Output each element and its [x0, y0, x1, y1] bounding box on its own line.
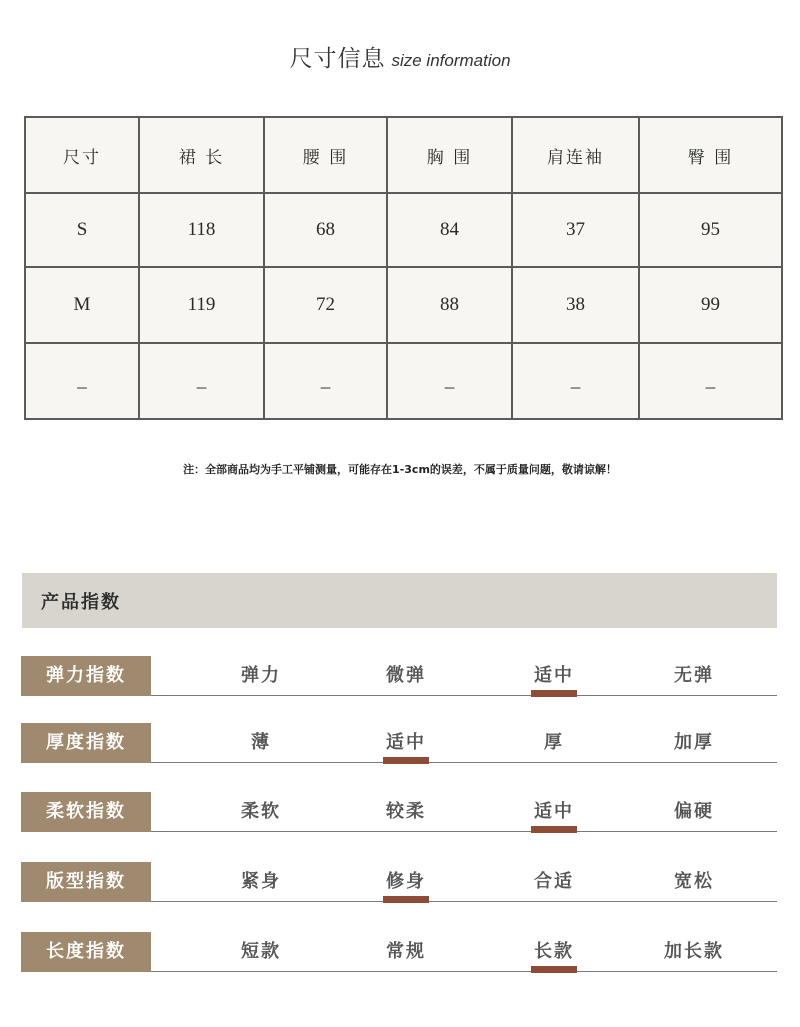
- table-cell: 118: [139, 193, 264, 267]
- index-option: [649, 723, 739, 763]
- table-cell: M: [25, 267, 139, 343]
- index-option: [509, 792, 599, 832]
- option-label: 长款: [534, 941, 574, 962]
- size-info-title: [0, 40, 800, 73]
- option-label: 短款: [241, 941, 281, 962]
- header-cell: 臀 围: [639, 117, 782, 193]
- option-label: 微弹: [386, 665, 426, 686]
- option-label: 柔软: [241, 801, 281, 822]
- index-label: 柔软指数: [21, 792, 151, 832]
- measurement-note: 注：全部商品均为手工平铺测量，可能存在1-3cm的误差，不属于质量问题，敬请谅解！: [183, 463, 617, 476]
- selected-marker: [531, 826, 577, 833]
- header-cell: 肩连袖: [512, 117, 639, 193]
- product-index-header: [22, 573, 777, 628]
- option-label: 紧身: [241, 871, 281, 892]
- table-cell: _: [264, 343, 387, 419]
- header-cell: 腰 围: [264, 117, 387, 193]
- index-option: [361, 656, 451, 696]
- option-label: 无弹: [674, 665, 714, 686]
- index-label: 长度指数: [21, 932, 151, 972]
- index-row-thickness: [21, 723, 777, 763]
- table-cell: 119: [139, 267, 264, 343]
- index-option: [216, 932, 306, 972]
- selected-marker: [531, 690, 577, 697]
- index-option: [509, 862, 599, 902]
- table-cell: 84: [387, 193, 512, 267]
- table-row: [25, 343, 782, 419]
- table-cell: S: [25, 193, 139, 267]
- index-row-elasticity: [21, 656, 777, 696]
- index-option: [361, 792, 451, 832]
- table-cell: _: [387, 343, 512, 419]
- header-cell: 裙 长: [139, 117, 264, 193]
- table-cell: 38: [512, 267, 639, 343]
- option-label: 常规: [386, 941, 426, 962]
- selected-marker: [383, 896, 429, 903]
- index-option: [509, 723, 599, 763]
- index-option: [509, 932, 599, 972]
- header-cell: 尺寸: [25, 117, 139, 193]
- table-header-row: [25, 117, 782, 193]
- option-label: 薄: [251, 732, 271, 753]
- option-label: 宽松: [674, 871, 714, 892]
- title-zh: 尺寸信息: [289, 46, 386, 72]
- table-cell: 68: [264, 193, 387, 267]
- table-cell: _: [512, 343, 639, 419]
- index-option: [361, 862, 451, 902]
- index-option: [216, 656, 306, 696]
- index-label: 版型指数: [21, 862, 151, 902]
- option-label: 较柔: [386, 801, 426, 822]
- table-row: [25, 267, 782, 343]
- index-label: 厚度指数: [21, 723, 151, 763]
- header-cell: 胸 围: [387, 117, 512, 193]
- option-label: 修身: [386, 871, 426, 892]
- index-option: [216, 723, 306, 763]
- option-label: 厚: [544, 732, 564, 753]
- option-label: 加长款: [664, 941, 724, 962]
- table-cell: 88: [387, 267, 512, 343]
- option-label: 加厚: [674, 732, 714, 753]
- option-label: 偏硬: [674, 801, 714, 822]
- size-table: [24, 116, 783, 420]
- table-cell: 95: [639, 193, 782, 267]
- index-option: [216, 862, 306, 902]
- table-cell: 37: [512, 193, 639, 267]
- index-option: [509, 656, 599, 696]
- table-cell: 99: [639, 267, 782, 343]
- option-label: 合适: [534, 871, 574, 892]
- table-cell: 72: [264, 267, 387, 343]
- index-label: 弹力指数: [21, 656, 151, 696]
- option-label: 适中: [386, 732, 426, 753]
- index-option: [361, 723, 451, 763]
- selected-marker: [383, 757, 429, 764]
- index-option: [649, 932, 739, 972]
- table-row: [25, 193, 782, 267]
- selected-marker: [531, 966, 577, 973]
- product-index-title: 产品指数: [41, 592, 121, 613]
- option-label: 弹力: [241, 665, 281, 686]
- index-option: [649, 792, 739, 832]
- index-row-softness: [21, 792, 777, 832]
- table-cell: _: [139, 343, 264, 419]
- index-option: [649, 862, 739, 902]
- option-label: 适中: [534, 665, 574, 686]
- index-option: [216, 792, 306, 832]
- table-cell: _: [639, 343, 782, 419]
- index-row-fit: [21, 862, 777, 902]
- index-option: [361, 932, 451, 972]
- option-label: 适中: [534, 801, 574, 822]
- index-option: [649, 656, 739, 696]
- title-en: size information: [391, 51, 511, 70]
- table-cell: _: [25, 343, 139, 419]
- index-row-length: [21, 932, 777, 972]
